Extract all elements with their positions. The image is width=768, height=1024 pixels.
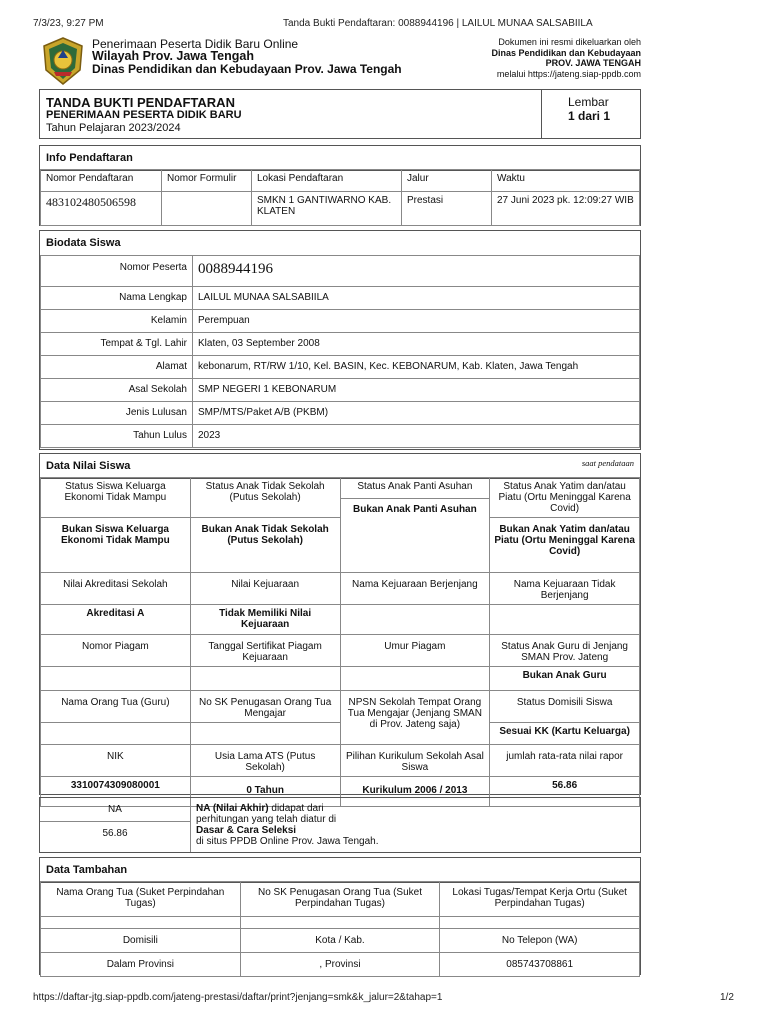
biodata-value-kelamin: Perempuan xyxy=(193,310,640,333)
biodata-label-asal-sekolah: Asal Sekolah xyxy=(41,379,193,402)
nilai-label-rata-rata: jumlah rata-rata nilai rapor xyxy=(490,745,640,777)
nilai-section xyxy=(39,453,641,795)
nilai-label-nama-ortu-guru: Nama Orang Tua (Guru) xyxy=(41,691,191,723)
nilai-label-panti: Status Anak Panti Asuhan xyxy=(357,481,473,492)
biodata-value-jenis-lulusan: SMP/MTS/Paket A/B (PKBM) xyxy=(193,402,640,425)
header-line3: Dinas Pendidikan dan Kebudayaan Prov. Jawa Tengah xyxy=(92,62,402,76)
nilai-value-putus-sekolah: Bukan Anak Tidak Sekolah (Putus Sekolah) xyxy=(190,518,340,573)
biodata-label-kelamin: Kelamin xyxy=(41,310,193,333)
biodata-label-nomor-peserta: Nomor Peserta xyxy=(41,256,193,287)
nilai-value-yatim: Bukan Anak Yatim dan/atau Piatu (Ortu Meninggal Karena Covid) xyxy=(490,518,640,573)
nilai-value-nomor-piagam xyxy=(41,667,191,691)
nilai-value-anak-guru: Bukan Anak Guru xyxy=(490,667,640,691)
nilai-cell-panti xyxy=(340,478,490,573)
na-value: 56.86 xyxy=(102,828,128,839)
nilai-label-ekonomi: Status Siswa Keluarga Ekonomi Tidak Mampu xyxy=(41,478,191,518)
biodata-value-ttl: Klaten, 03 September 2008 xyxy=(193,333,640,356)
nilai-label-putus-sekolah: Status Anak Tidak Sekolah (Putus Sekolah) xyxy=(190,478,340,518)
na-label: NA xyxy=(108,804,122,815)
info-value-waktu: 27 Juni 2023 pk. 12:09:27 WIB xyxy=(492,192,640,226)
biodata-label-jenis-lulusan: Jenis Lulusan xyxy=(41,402,193,425)
header-line2: Wilayah Prov. Jawa Tengah xyxy=(92,49,254,63)
info-header-nomor-formulir: Nomor Formulir xyxy=(162,170,252,192)
header-right-line1: Dokumen ini resmi dikeluarkan oleh xyxy=(498,37,641,47)
biodata-label-tahun-lulus: Tahun Lulus xyxy=(41,425,193,448)
header-right xyxy=(491,37,641,79)
title-sub: PENERIMAAN PESERTA DIDIK BARU xyxy=(46,109,242,121)
na-divider xyxy=(40,821,190,822)
info-header-nomor-pendaftaran: Nomor Pendaftaran xyxy=(41,170,162,192)
info-header-waktu: Waktu xyxy=(492,170,640,192)
biodata-value-alamat: kebonarum, RT/RW 1/10, Kel. BASIN, Kec. KEBONARUM, Kab. Klaten, Jawa Tengah xyxy=(193,356,640,379)
tambahan-table xyxy=(40,881,640,977)
nilai-label-akreditasi: Nilai Akreditasi Sekolah xyxy=(41,573,191,605)
biodata-value-asal-sekolah: SMP NEGERI 1 KEBONARUM xyxy=(193,379,640,402)
tambahan-section xyxy=(39,857,641,975)
lembar-value: 1 dari 1 xyxy=(568,109,611,123)
tambahan-header-kota: Kota / Kab. xyxy=(240,929,440,953)
nilai-heading-text: Data Nilai Siswa xyxy=(46,460,131,472)
info-value-lokasi: SMKN 1 GANTIWARNO KAB. KLATEN xyxy=(252,192,402,226)
na-section xyxy=(39,797,641,853)
nilai-label-kejuaraan: Nilai Kejuaraan xyxy=(190,573,340,605)
info-header-jalur: Jalur xyxy=(402,170,492,192)
nilai-note: saat pendataan xyxy=(581,458,634,468)
nilai-value-kejuaraan-berjenjang xyxy=(340,605,490,635)
na-desc-bold2: Dasar & Cara Seleksi xyxy=(196,825,297,836)
info-heading: Info Pendaftaran xyxy=(40,146,640,171)
nilai-label-kejuaraan-tidak-berjenjang: Nama Kejuaraan Tidak Berjenjang xyxy=(490,573,640,605)
na-desc-3: di situs PPDB Online Prov. Jawa Tengah. xyxy=(196,836,379,847)
tambahan-header-lokasi-tugas: Lokasi Tugas/Tempat Kerja Ortu (Suket Perpindahan Tugas) xyxy=(440,882,640,917)
nilai-label-umur-piagam: Umur Piagam xyxy=(340,635,490,667)
biodata-table xyxy=(40,255,640,448)
tambahan-header-telepon: No Telepon (WA) xyxy=(440,929,640,953)
print-url: https://daftar-jtg.siap-ppdb.com/jateng-prestasi/daftar/print?jenjang=smk&k_jalur=2&tahap=1 xyxy=(33,992,443,1003)
na-left xyxy=(40,798,191,852)
nilai-label-nomor-piagam: Nomor Piagam xyxy=(41,635,191,667)
title-divider xyxy=(541,90,542,138)
nilai-value-akreditasi: Akreditasi A xyxy=(41,605,191,635)
biodata-section xyxy=(39,230,641,450)
lembar-label: Lembar xyxy=(568,95,609,109)
header-right-line2: Dinas Pendidikan dan Kebudayaan xyxy=(491,47,641,58)
tambahan-header-sk-ortu: No SK Penugasan Orang Tua (Suket Perpindahan Tugas) xyxy=(240,882,440,917)
nilai-label-usia-ats: Usia Lama ATS (Putus Sekolah) xyxy=(190,745,340,777)
print-datetime: 7/3/23, 9:27 PM xyxy=(33,18,104,29)
na-description xyxy=(196,803,379,847)
title-main: TANDA BUKTI PENDAFTARAN xyxy=(46,95,235,110)
title-year: Tahun Pelajaran 2023/2024 xyxy=(46,122,181,134)
nilai-value-nik: 3310074309080001 xyxy=(41,777,191,807)
nilai-value-domisili: Sesuai KK (Kartu Keluarga) xyxy=(490,723,640,745)
tambahan-value-lokasi-tugas xyxy=(440,917,640,929)
nilai-value-ekonomi: Bukan Siswa Keluarga Ekonomi Tidak Mampu xyxy=(41,518,191,573)
nilai-value-kurikulum: Kurikulum 2006 / 2013 xyxy=(340,777,490,807)
tambahan-value-telepon: 085743708861 xyxy=(440,953,640,977)
nilai-label-domisili: Status Domisili Siswa xyxy=(490,691,640,723)
title-box xyxy=(39,89,641,139)
tambahan-value-sk-ortu xyxy=(240,917,440,929)
nilai-value-panti: Bukan Anak Panti Asuhan xyxy=(341,498,490,515)
nilai-label-tanggal-piagam: Tanggal Sertifikat Piagam Kejuaraan xyxy=(190,635,340,667)
tambahan-header-nama-ortu: Nama Orang Tua (Suket Perpindahan Tugas) xyxy=(41,882,241,917)
biodata-label-nama: Nama Lengkap xyxy=(41,287,193,310)
nilai-label-npsn: NPSN Sekolah Tempat Orang Tua Mengajar (Jenjang SMAN di Prov. Jateng saja) xyxy=(340,691,490,745)
nilai-heading xyxy=(40,454,640,479)
info-value-jalur: Prestasi xyxy=(402,192,492,226)
nilai-value-kejuaraan: Tidak Memiliki Nilai Kejuaraan xyxy=(190,605,340,635)
nilai-value-umur-piagam xyxy=(340,667,490,691)
info-pendaftaran-section xyxy=(39,145,641,226)
print-page-title: Tanda Bukti Pendaftaran: 0088944196 | LAILUL MUNAA SALSABIILA xyxy=(283,18,593,29)
biodata-heading: Biodata Siswa xyxy=(40,231,640,256)
biodata-value-tahun-lulus: 2023 xyxy=(193,425,640,448)
tambahan-value-domisili: Dalam Provinsi xyxy=(41,953,241,977)
tambahan-heading: Data Tambahan xyxy=(40,858,640,883)
tambahan-value-nama-ortu xyxy=(41,917,241,929)
na-desc-1: didapat dari xyxy=(268,803,324,814)
header-right-line3: PROV. JAWA TENGAH xyxy=(545,58,641,68)
nilai-value-usia-ats: 0 Tahun xyxy=(190,777,340,807)
nilai-label-anak-guru: Status Anak Guru di Jenjang SMAN Prov. Jateng xyxy=(490,635,640,667)
nilai-value-rata-rata: 56.86 xyxy=(490,777,640,807)
tambahan-header-domisili: Domisili xyxy=(41,929,241,953)
nilai-label-nik: NIK xyxy=(41,745,191,777)
info-value-nomor-pendaftaran: 483102480506598 xyxy=(41,192,162,226)
print-page-number: 1/2 xyxy=(720,992,734,1003)
tambahan-value-kota: , Provinsi xyxy=(240,953,440,977)
info-table xyxy=(40,169,640,226)
header-right-line4: melalui https://jateng.siap-ppdb.com xyxy=(496,68,641,79)
biodata-value-nomor-peserta: 0088944196 xyxy=(193,256,640,287)
biodata-value-nama: LAILUL MUNAA SALSABIILA xyxy=(193,287,640,310)
info-header-lokasi: Lokasi Pendaftaran xyxy=(252,170,402,192)
nilai-value-sk-ortu xyxy=(190,723,340,745)
biodata-label-alamat: Alamat xyxy=(41,356,193,379)
biodata-label-ttl: Tempat & Tgl. Lahir xyxy=(41,333,193,356)
header-line1: Penerimaan Peserta Didik Baru Online xyxy=(92,37,299,51)
jateng-emblem-logo xyxy=(40,36,86,86)
nilai-label-sk-ortu: No SK Penugasan Orang Tua Mengajar xyxy=(190,691,340,723)
nilai-label-kejuaraan-berjenjang: Nama Kejuaraan Berjenjang xyxy=(340,573,490,605)
nilai-value-nama-ortu-guru xyxy=(41,723,191,745)
nilai-table xyxy=(40,477,640,807)
na-desc-2: perhitungan yang telah diatur di xyxy=(196,814,337,825)
nilai-value-kejuaraan-tidak-berjenjang xyxy=(490,605,640,635)
na-desc-bold: NA (Nilai Akhir) xyxy=(196,803,269,814)
nilai-label-kurikulum: Pilihan Kurikulum Sekolah Asal Siswa xyxy=(340,745,490,777)
info-value-nomor-formulir xyxy=(162,192,252,226)
nilai-label-yatim: Status Anak Yatim dan/atau Piatu (Ortu Meninggal Karena Covid) xyxy=(490,478,640,518)
nilai-value-tanggal-piagam xyxy=(190,667,340,691)
